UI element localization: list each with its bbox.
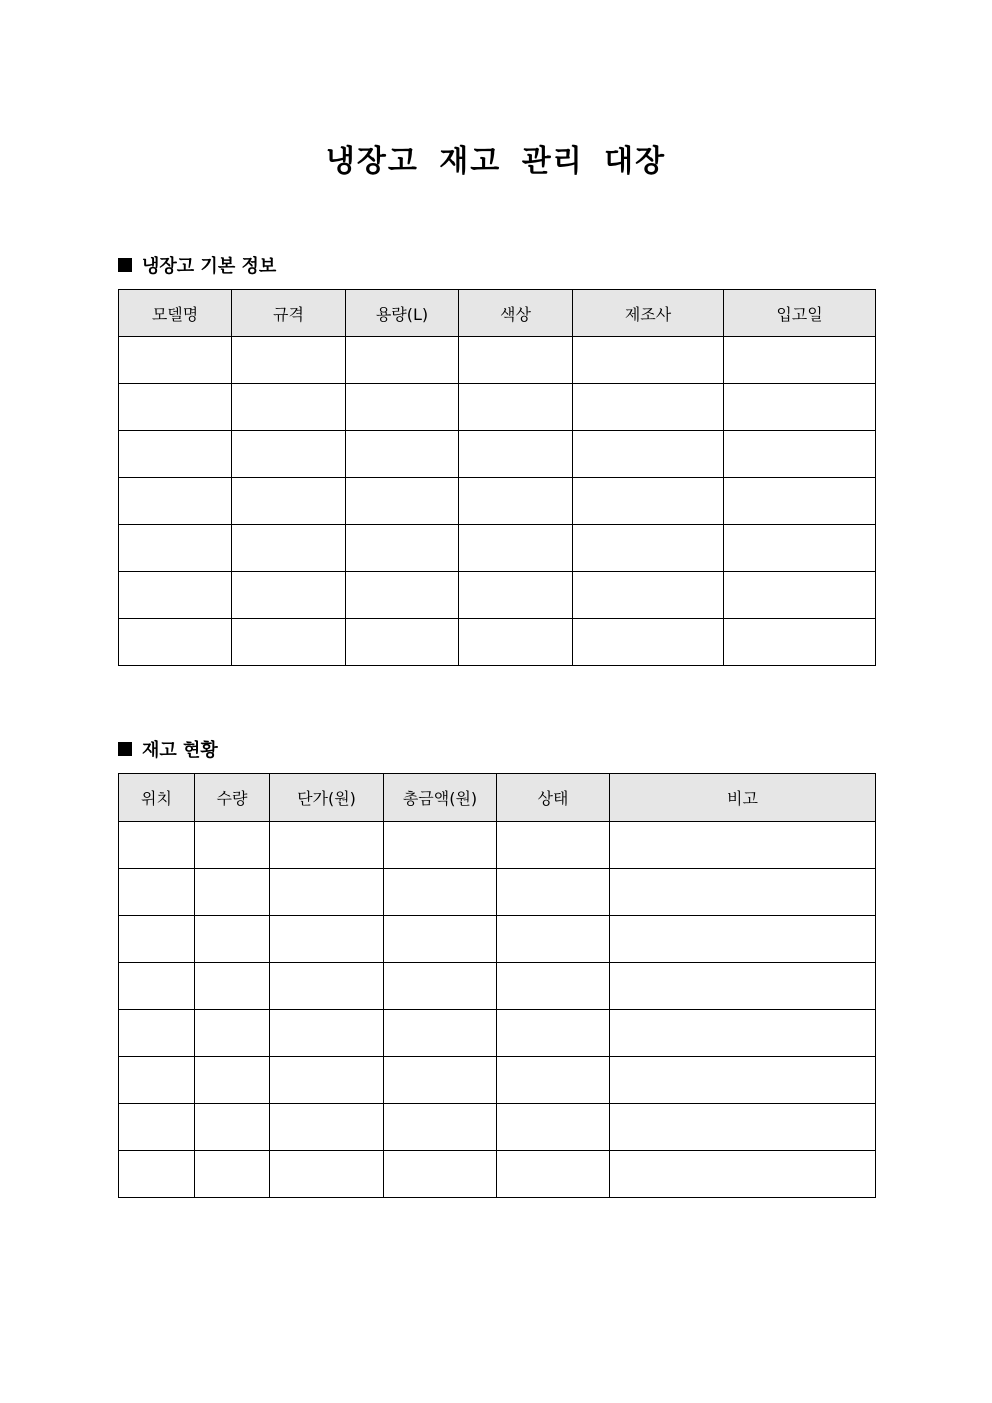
- table-cell[interactable]: [119, 525, 232, 572]
- table-cell[interactable]: [497, 963, 610, 1010]
- table-cell[interactable]: [119, 384, 232, 431]
- table-cell[interactable]: [573, 572, 724, 619]
- table-row: [119, 869, 876, 916]
- table-cell[interactable]: [346, 337, 459, 384]
- table-row: [119, 963, 876, 1010]
- column-header-status: 상태: [497, 774, 610, 822]
- table-cell[interactable]: [497, 822, 610, 869]
- table-cell[interactable]: [573, 525, 724, 572]
- table-cell[interactable]: [384, 963, 497, 1010]
- table-cell[interactable]: [232, 619, 346, 666]
- table-row: [119, 1104, 876, 1151]
- table-cell[interactable]: [459, 337, 573, 384]
- table-cell[interactable]: [195, 1104, 270, 1151]
- table-cell[interactable]: [573, 619, 724, 666]
- table-cell[interactable]: [346, 431, 459, 478]
- table-cell[interactable]: [384, 869, 497, 916]
- table-cell[interactable]: [232, 431, 346, 478]
- table-cell[interactable]: [459, 384, 573, 431]
- table-cell[interactable]: [270, 1151, 384, 1198]
- table-cell[interactable]: [497, 1151, 610, 1198]
- table-cell[interactable]: [724, 431, 876, 478]
- table-cell[interactable]: [459, 525, 573, 572]
- table-cell[interactable]: [270, 1057, 384, 1104]
- basic-info-table: [118, 289, 876, 666]
- table-cell[interactable]: [232, 384, 346, 431]
- table-cell[interactable]: [724, 619, 876, 666]
- table-cell[interactable]: [195, 869, 270, 916]
- table-cell[interactable]: [232, 337, 346, 384]
- table-cell[interactable]: [119, 572, 232, 619]
- table-cell[interactable]: [119, 869, 195, 916]
- table-cell[interactable]: [195, 1010, 270, 1057]
- table-cell[interactable]: [232, 478, 346, 525]
- section-heading-label: 재고 현황: [142, 740, 218, 761]
- table-cell[interactable]: [195, 1151, 270, 1198]
- table-cell[interactable]: [384, 822, 497, 869]
- table-cell[interactable]: [119, 1104, 195, 1151]
- table-row: [119, 525, 876, 572]
- column-header-quantity: 수량: [195, 774, 270, 822]
- table-cell[interactable]: [195, 916, 270, 963]
- table-cell[interactable]: [610, 869, 876, 916]
- table-cell[interactable]: [119, 822, 195, 869]
- table-cell[interactable]: [195, 963, 270, 1010]
- table-cell[interactable]: [119, 337, 232, 384]
- table-cell[interactable]: [610, 963, 876, 1010]
- column-header-manufacturer: 제조사: [573, 290, 724, 337]
- table-cell[interactable]: [346, 525, 459, 572]
- table-header-row: [119, 290, 876, 337]
- table-cell[interactable]: [610, 916, 876, 963]
- table-cell[interactable]: [497, 916, 610, 963]
- table-row: [119, 384, 876, 431]
- table-cell[interactable]: [724, 337, 876, 384]
- table-cell[interactable]: [724, 478, 876, 525]
- table-header-row: [119, 774, 876, 822]
- table-row: [119, 1057, 876, 1104]
- square-bullet-icon: [118, 742, 132, 756]
- table-cell[interactable]: [346, 572, 459, 619]
- table-cell[interactable]: [573, 431, 724, 478]
- table-row: [119, 572, 876, 619]
- table-cell[interactable]: [384, 1104, 497, 1151]
- table-cell[interactable]: [459, 431, 573, 478]
- table-cell[interactable]: [346, 384, 459, 431]
- table-cell[interactable]: [270, 963, 384, 1010]
- table-cell[interactable]: [195, 1057, 270, 1104]
- table-cell[interactable]: [497, 1104, 610, 1151]
- table-cell[interactable]: [119, 916, 195, 963]
- table-cell[interactable]: [497, 1010, 610, 1057]
- table-cell[interactable]: [610, 822, 876, 869]
- table-cell[interactable]: [119, 478, 232, 525]
- table-cell[interactable]: [384, 1151, 497, 1198]
- table-cell[interactable]: [573, 478, 724, 525]
- table-cell[interactable]: [346, 619, 459, 666]
- table-cell[interactable]: [497, 869, 610, 916]
- table-cell[interactable]: [119, 431, 232, 478]
- table-cell[interactable]: [724, 572, 876, 619]
- table-row: [119, 916, 876, 963]
- table-row: [119, 478, 876, 525]
- table-cell[interactable]: [459, 478, 573, 525]
- table-row: [119, 822, 876, 869]
- table-cell[interactable]: [119, 1010, 195, 1057]
- table-row: [119, 1010, 876, 1057]
- square-bullet-icon: [118, 258, 132, 272]
- column-header-receipt-date: 입고일: [724, 290, 876, 337]
- column-header-spec: 규격: [232, 290, 346, 337]
- table-cell[interactable]: [724, 384, 876, 431]
- stock-status-table: [118, 773, 876, 1198]
- table-cell[interactable]: [232, 525, 346, 572]
- column-header-color: 색상: [459, 290, 573, 337]
- table-cell[interactable]: [195, 822, 270, 869]
- table-cell[interactable]: [610, 1010, 876, 1057]
- table-cell[interactable]: [459, 619, 573, 666]
- table-cell[interactable]: [573, 337, 724, 384]
- section-heading-basic-info: [118, 252, 276, 278]
- table-row: [119, 619, 876, 666]
- table-cell[interactable]: [346, 478, 459, 525]
- section-heading-stock-status: [118, 736, 218, 762]
- document-title: 냉장고 재고 관리 대장: [325, 144, 667, 179]
- table-cell[interactable]: [384, 1010, 497, 1057]
- table-cell[interactable]: [270, 916, 384, 963]
- table-cell[interactable]: [119, 1151, 195, 1198]
- table-cell[interactable]: [610, 1104, 876, 1151]
- table-cell[interactable]: [384, 916, 497, 963]
- column-header-model: 모델명: [119, 290, 232, 337]
- table-row: [119, 1151, 876, 1198]
- table-cell[interactable]: [119, 1057, 195, 1104]
- table-cell[interactable]: [119, 963, 195, 1010]
- column-header-remarks: 비고: [610, 774, 876, 822]
- table-cell[interactable]: [610, 1151, 876, 1198]
- column-header-capacity: 용량(L): [346, 290, 459, 337]
- column-header-location: 위치: [119, 774, 195, 822]
- table-row: [119, 431, 876, 478]
- table-cell[interactable]: [270, 1010, 384, 1057]
- table-cell[interactable]: [232, 572, 346, 619]
- table-cell[interactable]: [270, 1104, 384, 1151]
- table-cell[interactable]: [497, 1057, 610, 1104]
- table-cell[interactable]: [270, 869, 384, 916]
- table-cell[interactable]: [573, 384, 724, 431]
- table-cell[interactable]: [724, 525, 876, 572]
- table-row: [119, 337, 876, 384]
- column-header-total-amount: 총금액(원): [384, 774, 497, 822]
- table-cell[interactable]: [270, 822, 384, 869]
- table-cell[interactable]: [459, 572, 573, 619]
- table-cell[interactable]: [384, 1057, 497, 1104]
- table-cell[interactable]: [610, 1057, 876, 1104]
- table-cell[interactable]: [119, 619, 232, 666]
- section-heading-label: 냉장고 기본 정보: [142, 256, 277, 277]
- column-header-unit-price: 단가(원): [270, 774, 384, 822]
